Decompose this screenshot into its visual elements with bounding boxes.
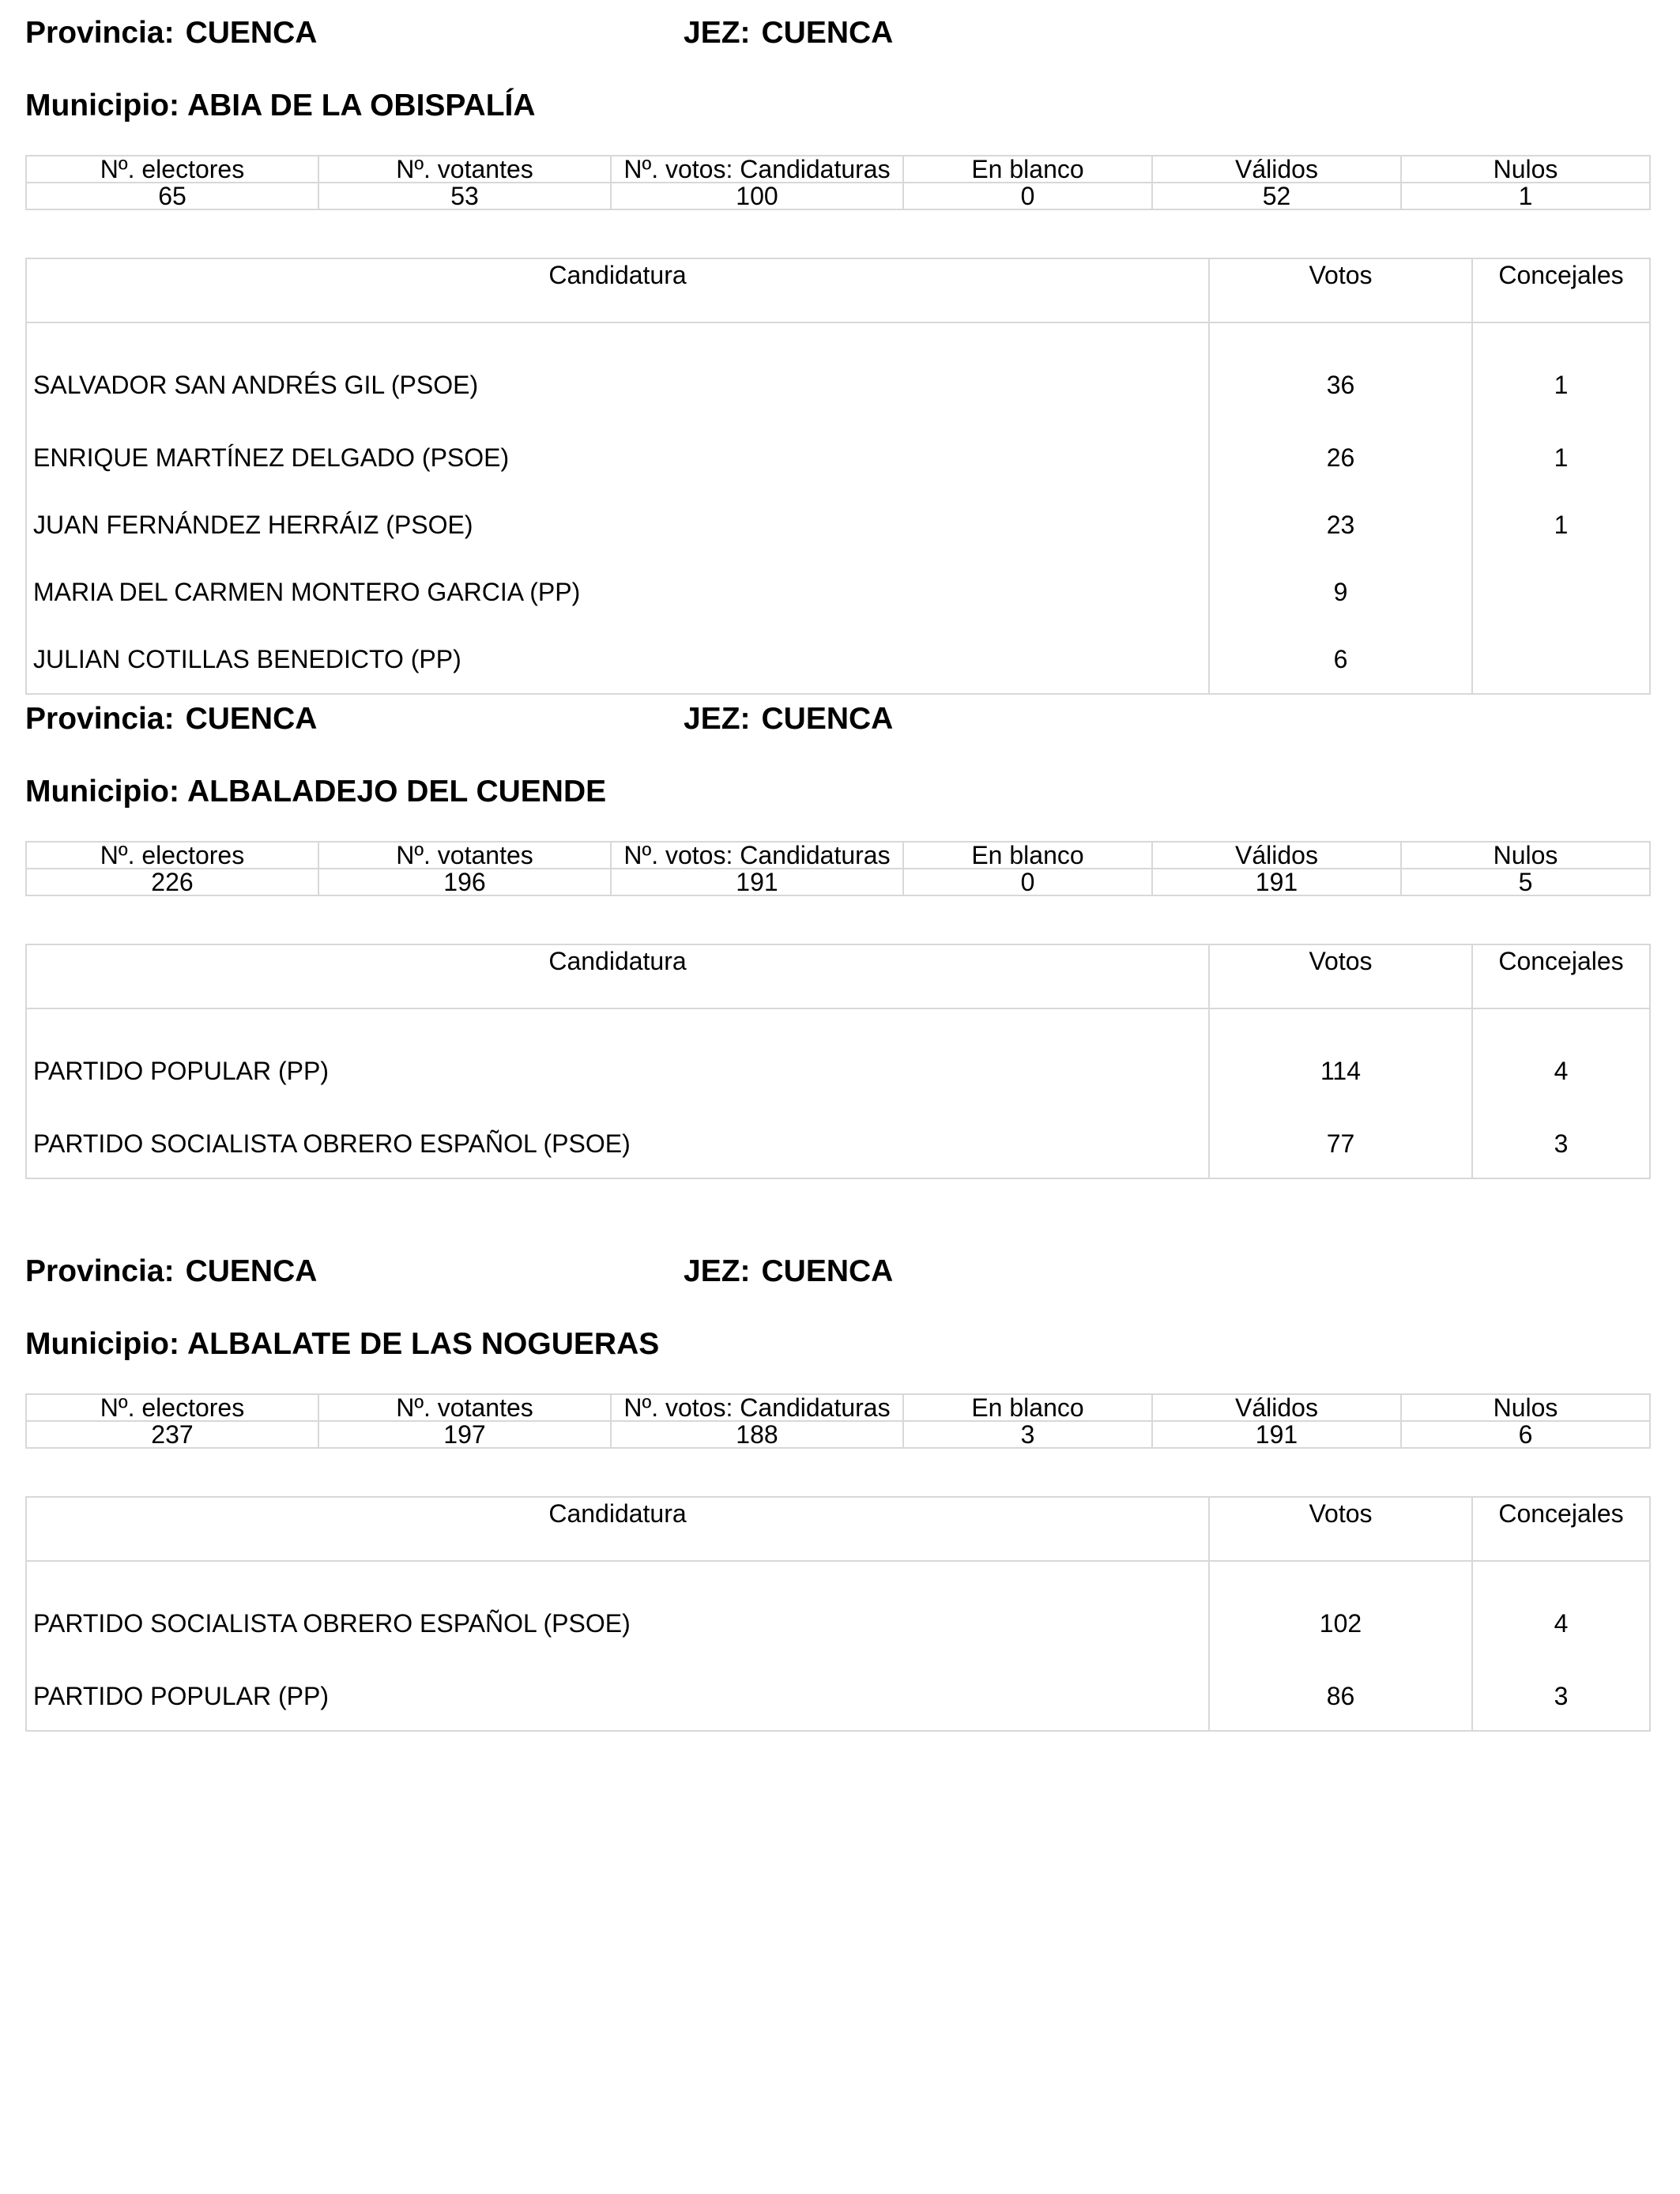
votos-header: Votos: [1209, 1497, 1472, 1561]
nulos-value: 1: [1401, 183, 1650, 209]
en-blanco-header: En blanco: [903, 842, 1152, 869]
candidatura-name: JULIAN COTILLAS BENEDICTO (PP): [26, 626, 1209, 694]
provincia-value: CUENCA: [185, 1254, 318, 1288]
jez-heading: [684, 1254, 893, 1294]
candidatura-name: MARIA DEL CARMEN MONTERO GARCIA (PP): [26, 559, 1209, 626]
municipio-value: ABIA DE LA OBISPALÍA: [186, 89, 536, 123]
candidatura-votos: 86: [1209, 1663, 1472, 1731]
candidatura-header: Candidatura: [26, 1497, 1209, 1561]
provincia-value: CUENCA: [185, 16, 318, 50]
municipio-heading: [25, 89, 536, 128]
votos-header: Votos: [1209, 258, 1472, 322]
votantes-header: Nº. votantes: [318, 842, 611, 869]
nulos-value: 6: [1401, 1421, 1650, 1448]
en-blanco-value: 0: [903, 183, 1152, 209]
candidaturas-table: [25, 944, 1651, 1179]
provincia-label: Provincia:: [25, 1254, 175, 1288]
municipio-label: Municipio:: [25, 89, 179, 123]
candidatura-concejales: 3: [1472, 1663, 1650, 1731]
en-blanco-value: 3: [903, 1421, 1152, 1448]
candidaturas-table: [25, 258, 1651, 695]
candidatura-name: PARTIDO SOCIALISTA OBRERO ESPAÑOL (PSOE): [26, 1561, 1209, 1663]
candidatura-votos: 102: [1209, 1561, 1472, 1663]
candidatura-concejales: 1: [1472, 492, 1650, 559]
votos-candidaturas-header: Nº. votos: Candidaturas: [611, 842, 903, 869]
stats-table: [25, 155, 1651, 210]
candidatura-votos: 114: [1209, 1008, 1472, 1110]
candidaturas-table: [25, 1496, 1651, 1732]
candidatura-concejales: 3: [1472, 1110, 1650, 1178]
nulos-header: Nulos: [1401, 1394, 1650, 1421]
electores-value: 65: [26, 183, 318, 209]
jez-value: CUENCA: [761, 702, 894, 736]
candidatura-header: Candidatura: [26, 944, 1209, 1008]
en-blanco-header: En blanco: [903, 156, 1152, 183]
table-row: [26, 492, 1650, 559]
stats-value-row: [26, 183, 1650, 209]
municipio-heading: [25, 775, 606, 814]
table-row: [26, 424, 1650, 492]
table-row: [26, 1561, 1650, 1663]
electores-header: Nº. electores: [26, 1394, 318, 1421]
stats-table: [25, 1393, 1651, 1449]
votos-candidaturas-value: 191: [611, 869, 903, 895]
table-row: [26, 322, 1650, 424]
jez-label: JEZ:: [684, 16, 751, 50]
candidatura-concejales: [1472, 559, 1650, 626]
candidatura-votos: 23: [1209, 492, 1472, 559]
votantes-value: 197: [318, 1421, 611, 1448]
candidaturas-header-row: [26, 1497, 1650, 1561]
table-row: [26, 559, 1650, 626]
electores-header: Nº. electores: [26, 842, 318, 869]
concejales-header: Concejales: [1472, 1497, 1650, 1561]
candidatura-name: ENRIQUE MARTÍNEZ DELGADO (PSOE): [26, 424, 1209, 492]
candidatura-name: PARTIDO POPULAR (PP): [26, 1663, 1209, 1731]
municipio-label: Municipio:: [25, 775, 179, 809]
nulos-header: Nulos: [1401, 156, 1650, 183]
candidatura-votos: 26: [1209, 424, 1472, 492]
candidatura-concejales: [1472, 626, 1650, 694]
provincia-label: Provincia:: [25, 702, 175, 736]
votantes-header: Nº. votantes: [318, 156, 611, 183]
provincia-label: Provincia:: [25, 16, 175, 50]
provincia-heading: [25, 702, 317, 741]
candidaturas-header-row: [26, 258, 1650, 322]
table-row: [26, 1110, 1650, 1178]
validos-value: 52: [1152, 183, 1401, 209]
concejales-header: Concejales: [1472, 258, 1650, 322]
candidatura-votos: 36: [1209, 322, 1472, 424]
en-blanco-value: 0: [903, 869, 1152, 895]
stats-header-row: [26, 842, 1650, 869]
candidatura-name: JUAN FERNÁNDEZ HERRÁIZ (PSOE): [26, 492, 1209, 559]
en-blanco-header: En blanco: [903, 1394, 1152, 1421]
votantes-header: Nº. votantes: [318, 1394, 611, 1421]
nulos-header: Nulos: [1401, 842, 1650, 869]
municipio-value: ALBALATE DE LAS NOGUERAS: [186, 1327, 660, 1361]
jez-value: CUENCA: [761, 16, 894, 50]
table-row: [26, 626, 1650, 694]
candidaturas-header-row: [26, 944, 1650, 1008]
nulos-value: 5: [1401, 869, 1650, 895]
jez-heading: [684, 702, 893, 741]
validos-header: Válidos: [1152, 842, 1401, 869]
candidatura-concejales: 1: [1472, 424, 1650, 492]
candidatura-concejales: 4: [1472, 1561, 1650, 1663]
jez-heading: [684, 16, 893, 55]
votos-candidaturas-header: Nº. votos: Candidaturas: [611, 1394, 903, 1421]
electores-value: 237: [26, 1421, 318, 1448]
electores-value: 226: [26, 869, 318, 895]
stats-value-row: [26, 869, 1650, 895]
provincia-heading: [25, 1254, 317, 1294]
validos-value: 191: [1152, 869, 1401, 895]
votos-header: Votos: [1209, 944, 1472, 1008]
stats-value-row: [26, 1421, 1650, 1448]
votos-candidaturas-header: Nº. votos: Candidaturas: [611, 156, 903, 183]
electores-header: Nº. electores: [26, 156, 318, 183]
candidatura-votos: 6: [1209, 626, 1472, 694]
candidatura-concejales: 4: [1472, 1008, 1650, 1110]
validos-value: 191: [1152, 1421, 1401, 1448]
candidatura-concejales: 1: [1472, 322, 1650, 424]
table-row: [26, 1008, 1650, 1110]
table-row: [26, 1663, 1650, 1731]
candidatura-votos: 9: [1209, 559, 1472, 626]
stats-header-row: [26, 1394, 1650, 1421]
votos-candidaturas-value: 188: [611, 1421, 903, 1448]
votantes-value: 53: [318, 183, 611, 209]
municipio-label: Municipio:: [25, 1327, 179, 1361]
municipio-heading: [25, 1327, 659, 1367]
votantes-value: 196: [318, 869, 611, 895]
validos-header: Válidos: [1152, 156, 1401, 183]
jez-label: JEZ:: [684, 1254, 751, 1288]
municipio-value: ALBALADEJO DEL CUENDE: [186, 775, 607, 809]
candidatura-header: Candidatura: [26, 258, 1209, 322]
candidatura-name: SALVADOR SAN ANDRÉS GIL (PSOE): [26, 322, 1209, 424]
candidatura-votos: 77: [1209, 1110, 1472, 1178]
candidatura-name: PARTIDO SOCIALISTA OBRERO ESPAÑOL (PSOE): [26, 1110, 1209, 1178]
stats-table: [25, 841, 1651, 896]
provincia-value: CUENCA: [185, 702, 318, 736]
jez-value: CUENCA: [761, 1254, 894, 1288]
provincia-heading: [25, 16, 317, 55]
concejales-header: Concejales: [1472, 944, 1650, 1008]
candidatura-name: PARTIDO POPULAR (PP): [26, 1008, 1209, 1110]
validos-header: Válidos: [1152, 1394, 1401, 1421]
stats-header-row: [26, 156, 1650, 183]
votos-candidaturas-value: 100: [611, 183, 903, 209]
jez-label: JEZ:: [684, 702, 751, 736]
